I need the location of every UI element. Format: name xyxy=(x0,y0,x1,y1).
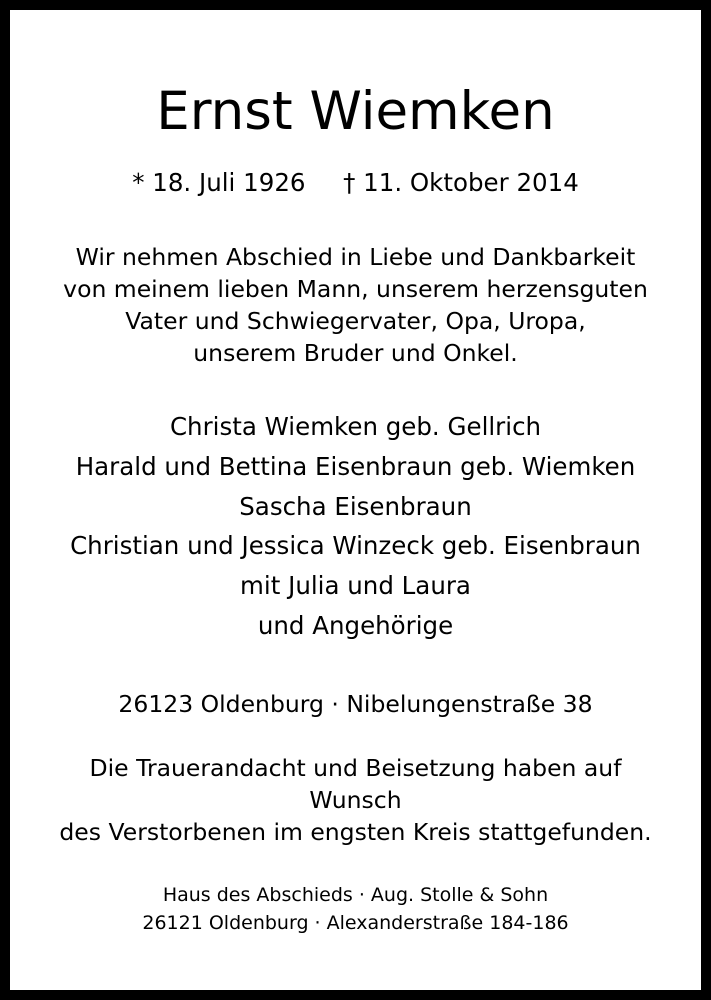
deceased-name: Ernst Wiemken xyxy=(156,81,555,142)
obituary-card xyxy=(10,10,701,990)
farewell-line: von meinem lieben Mann, unserem herzensguten xyxy=(63,274,648,303)
funeral-home-info xyxy=(40,882,671,937)
funeral-home-line: Haus des Abschieds · Aug. Stolle & Sohn xyxy=(162,884,549,907)
survivor-line: Harald und Bettina Eisenbraun geb. Wiemken xyxy=(75,452,636,482)
farewell-line: Vater und Schwiegervater, Opa, Uropa, xyxy=(125,307,586,336)
service-note-line: des Verstorbenen im engsten Kreis stattgefunden. xyxy=(59,817,652,846)
farewell-line: unserem Bruder und Onkel. xyxy=(193,339,518,368)
life-dates xyxy=(40,168,671,197)
survivor-line: und Angehörige xyxy=(257,610,454,640)
farewell-text xyxy=(40,241,671,370)
survivors-list xyxy=(40,407,671,645)
birth-symbol: * xyxy=(132,167,145,197)
service-note-line: Die Trauerandacht und Beisetzung haben auf Wunsch xyxy=(89,753,622,814)
address-line: 26123 Oldenburg · Nibelungenstraße 38 xyxy=(118,689,593,718)
service-note xyxy=(40,752,671,849)
birth-date: 18. Juli 1926 xyxy=(152,167,306,197)
survivor-line: Christian und Jessica Winzeck geb. Eisenbraun xyxy=(70,531,641,561)
farewell-line: Wir nehmen Abschied in Liebe und Dankbarkeit xyxy=(75,242,636,271)
survivor-line: Sascha Eisenbraun xyxy=(239,491,472,521)
survivor-line: mit Julia und Laura xyxy=(240,571,471,601)
death-symbol: † xyxy=(343,167,356,197)
survivor-line: Christa Wiemken geb. Gellrich xyxy=(169,412,542,442)
funeral-home-line: 26121 Oldenburg · Alexanderstraße 184-186 xyxy=(142,911,569,934)
death-date: 11. Oktober 2014 xyxy=(363,167,579,197)
